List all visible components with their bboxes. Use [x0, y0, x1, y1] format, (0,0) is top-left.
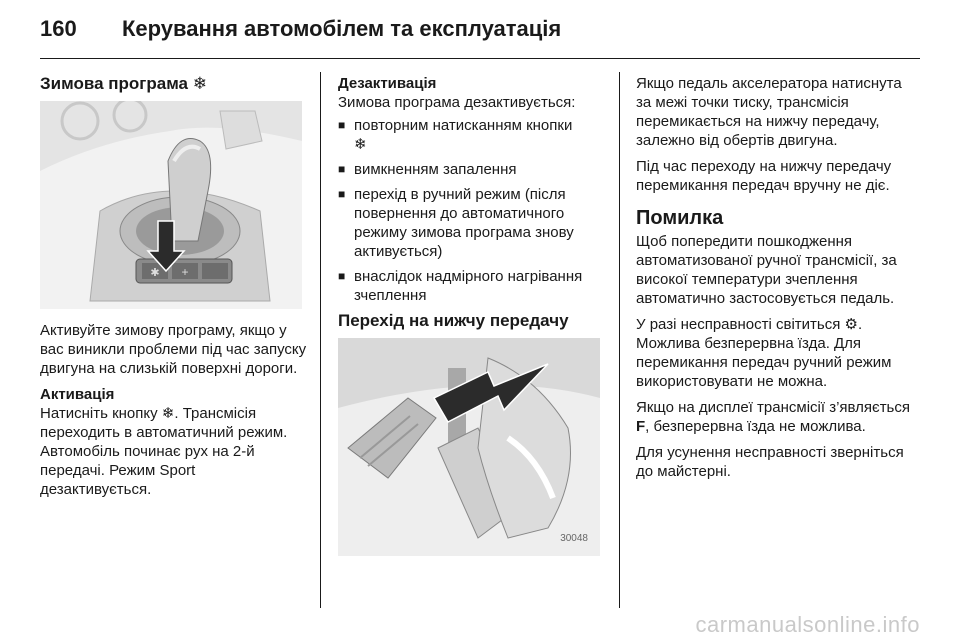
gear-lever-image	[40, 101, 302, 309]
kickdown-text-1: Якщо педаль акселератора натиснута за межі точки тиску, трансмісія перемикається на нижчу передачу, залежно від обертів двигуна.	[636, 75, 902, 149]
transmission-warning-icon: ⚙	[844, 316, 858, 333]
list-item: ■ внаслідок надмірного нагрівання зчеплення	[338, 267, 606, 305]
page-number: 160	[40, 16, 77, 41]
snowflake-icon: ❄	[161, 405, 175, 422]
pedal-illustration	[338, 338, 600, 556]
snowflake-icon: ❄	[192, 74, 207, 93]
deactivation-list	[338, 116, 606, 305]
list-item: ■ вимкненням запалення	[338, 160, 606, 179]
list-item: ■ перехід в ручний режим (після повернення до автоматичного режиму зимова програма знову активується)	[338, 185, 606, 261]
pedal-image	[338, 338, 600, 556]
column-2	[338, 74, 606, 556]
kickdown-heading: Перехід на нижчу передачу	[338, 311, 569, 330]
fault-heading: Помилка	[636, 207, 724, 229]
page-title: Керування автомобілем та експлуатація	[122, 16, 562, 41]
column-3	[636, 74, 920, 488]
kickdown-text-2: Під час переходу на нижчу передачу перемикання передач вручну не діє.	[636, 158, 892, 194]
snowflake-icon: ❄	[354, 136, 367, 153]
winter-program-heading: Зимова програма ❄	[40, 74, 207, 93]
deactivation-heading: Дезактивація	[338, 75, 437, 92]
fault-text-4: Для усунення несправності зверніться до майстерні.	[636, 444, 904, 480]
fault-text-3: Якщо на дисплеї трансмісії з’являється F, безперервна їзда не можлива.	[636, 399, 910, 435]
selector-lever-illustration	[40, 101, 302, 309]
svg-text:✱: ✱	[150, 267, 160, 279]
list-item: ■ повторним натисканням кнопки ❄	[338, 116, 606, 154]
deactivation-intro: Зимова програма дезактивується:	[338, 94, 576, 111]
fault-text-2: У разі несправності світиться ⚙. Можлива безперервна їзда. Для перемикання передач ручний режим використовувати не можна.	[636, 316, 892, 390]
header-rule	[40, 58, 920, 59]
column-divider-1	[320, 72, 321, 608]
watermark: carmanualsonline.info	[695, 612, 920, 637]
page-header	[40, 16, 920, 50]
activation-heading: Активація	[40, 386, 115, 403]
fault-text-1: Щоб попередити пошкодження автоматизованої ручної трансмісії, за високої температури зчеплення автоматично застосовується педаль.	[636, 233, 897, 307]
winter-intro-text: Активуйте зимову програму, якщо у вас виникли проблеми під час запуску двигуна на слизькій поверхні дороги.	[40, 322, 307, 377]
column-1	[40, 74, 308, 506]
figure-number: 30048	[560, 533, 588, 544]
activation-text: Натисніть кнопку ❄. Трансмісія переходить в автоматичний режим. Автомобіль починає рух на 2-й передачі. Режим Sport дезактивується.	[40, 405, 288, 498]
svg-text:+: +	[181, 265, 189, 279]
column-divider-2	[619, 72, 620, 608]
